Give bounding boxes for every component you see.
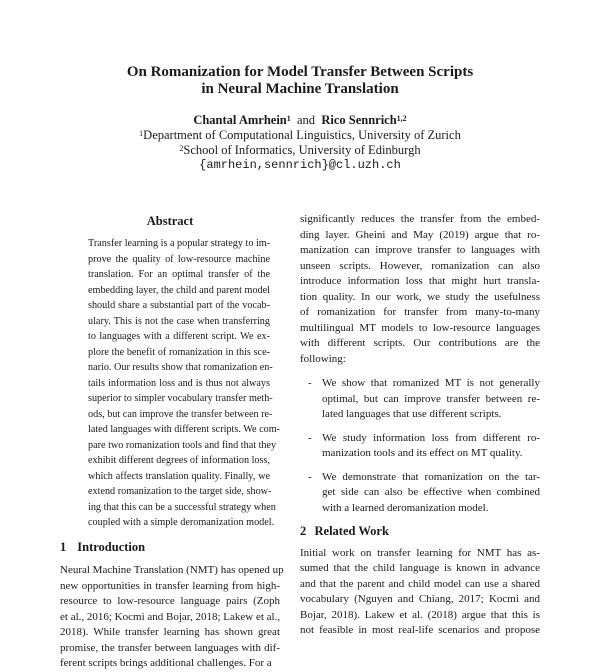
- related-work-body: [300, 546, 540, 639]
- contribution-item: [300, 470, 540, 517]
- abstract-body: [88, 236, 281, 531]
- bullet-marker: -: [308, 377, 312, 389]
- text-line: tails information loss and is thus not always: [88, 377, 270, 389]
- text-line: multilingual MT models to low-resource languages: [300, 321, 540, 334]
- right-column: [300, 212, 540, 639]
- text-line: introduce information loss that might hurt transla-: [300, 275, 540, 287]
- text-line: superior to simpler vocabulary transfer meth-: [88, 393, 273, 404]
- text-line: nario. Our results show that romanization en-: [88, 362, 273, 373]
- author-name: Chantal Amrhein: [193, 113, 287, 127]
- title-line: in Neural Machine Translation: [201, 81, 399, 97]
- affiliation-text: School of Informatics, University of Edinburgh: [183, 143, 421, 157]
- text-line: with different scripts. Our contributions are the: [300, 337, 540, 349]
- text-line: which affects translation quality. Finally, we: [88, 470, 270, 482]
- text-line: get side can also be effective when combined: [322, 486, 540, 498]
- text-line: and that the parent and child model can use a shared: [300, 577, 540, 590]
- text-line: optimal, but can improve transfer between re-: [322, 392, 540, 405]
- text-line: sumed that the child language is known in advance: [300, 562, 540, 574]
- affiliation-marker: 1: [139, 129, 144, 138]
- contribution-item: [300, 431, 540, 462]
- text-line: exhibit different degrees of information loss,: [88, 455, 271, 466]
- authors: [0, 113, 600, 128]
- text-line: vocabulary (Nguyen and Chiang, 2017; Kocmi and: [300, 593, 540, 605]
- text-line: Transfer learning is a popular strategy to im-: [88, 238, 271, 249]
- affiliation: [0, 143, 600, 158]
- text-line: translation. For an optimal transfer of the: [88, 269, 270, 280]
- text-line: to languages with a different script. We ex-: [88, 331, 270, 342]
- section-number: 2: [300, 524, 307, 538]
- text-line: We demonstrate that romanization on the tar-: [322, 470, 540, 483]
- paper-title: [0, 64, 600, 98]
- text-line: prove the quality of low-resource machine: [88, 253, 270, 265]
- text-line: unseen scripts. However, romanization can also: [300, 259, 540, 272]
- text-line: with a learned deromanization model.: [322, 501, 489, 514]
- text-line: significantly reduces the transfer from the embed-: [300, 213, 540, 225]
- section-title: Related Work: [314, 524, 389, 538]
- section-number: 1: [60, 540, 67, 554]
- author-conjunction: and: [297, 113, 316, 127]
- text-line: ods, but can improve the transfer between re-: [88, 408, 273, 420]
- text-line: plore the benefit of romanization in this sce-: [88, 346, 270, 358]
- text-line: We show that romanized MT is not generally: [322, 377, 540, 389]
- text-line: lated languages with different scripts. We com-: [88, 424, 281, 435]
- text-line: new opportunities in transfer learning from high-: [60, 579, 280, 592]
- text-line: ulary. This is not the case when transferring: [88, 315, 270, 327]
- text-line: tion quality. In our work, we study the usefulness: [300, 290, 540, 303]
- email: {amrhein,sennrich}@cl.uzh.ch: [199, 158, 401, 172]
- text-line: promise, the transfer between languages with dif-: [60, 641, 280, 654]
- intro-heading: [60, 540, 280, 557]
- text-line: should share a substantial part of the vocab-: [88, 300, 270, 311]
- text-line: 2018). While transfer learning has shown great: [60, 626, 280, 638]
- text-line: following:: [300, 352, 346, 365]
- text-line: not feasible in most real-life scenarios and propose: [300, 624, 540, 636]
- text-line: et al., 2016; Kocmi and Bojar, 2018; Lakew et al.,: [60, 610, 281, 623]
- affiliation-text: Department of Computational Linguistics, University of Zurich: [143, 128, 461, 142]
- section-title: Introduction: [77, 540, 146, 554]
- title-line: On Romanization for Model Transfer Between Scripts: [126, 64, 474, 80]
- text-line: Neural Machine Translation (NMT) has opened up: [60, 564, 284, 576]
- affiliation-marker: 2: [179, 144, 184, 153]
- bullet-marker: -: [308, 470, 312, 483]
- text-line: We study information loss from different ro-: [322, 431, 540, 444]
- text-line: lated languages that use different scripts.: [322, 408, 502, 420]
- text-line: ding layer. Gheini and May (2019) argue that ro-: [300, 228, 540, 241]
- text-line: Bojar, 2018). Lakew et al. (2018) argue that this is: [300, 608, 540, 621]
- text-line: ferent scripts brings additional challenges. For a: [60, 657, 272, 669]
- text-line: ing that this can be a successful strategy when: [88, 501, 276, 513]
- abstract-heading: Abstract: [146, 214, 194, 228]
- text-line: extend romanization to the target side, show-: [88, 486, 272, 497]
- author-name: Rico Sennrich: [321, 113, 397, 127]
- text-line: resource to low-resource language pairs (Zoph: [60, 595, 280, 607]
- text-line: manization tools and its effect on MT quality.: [322, 447, 523, 459]
- intro-body: [60, 563, 284, 672]
- text-line: coupled with a simple deromanization model.: [88, 517, 275, 528]
- affiliation-marker: 1,2: [396, 114, 407, 123]
- text-line: pare two romanization tools and find that they: [88, 439, 277, 451]
- bullet-marker: -: [308, 431, 312, 444]
- related-work-heading: [300, 524, 540, 541]
- affiliation: [0, 128, 600, 143]
- text-line: manization can improve transfer to languages with: [300, 244, 540, 256]
- contribution-item: [300, 376, 540, 423]
- text-line: of romanization for transfer from many-to-many: [300, 306, 540, 318]
- text-line: embedding layer, the child and parent model: [88, 284, 270, 296]
- affiliation-marker: 1: [286, 114, 291, 123]
- text-line: Initial work on transfer learning for NMT has as-: [300, 546, 540, 559]
